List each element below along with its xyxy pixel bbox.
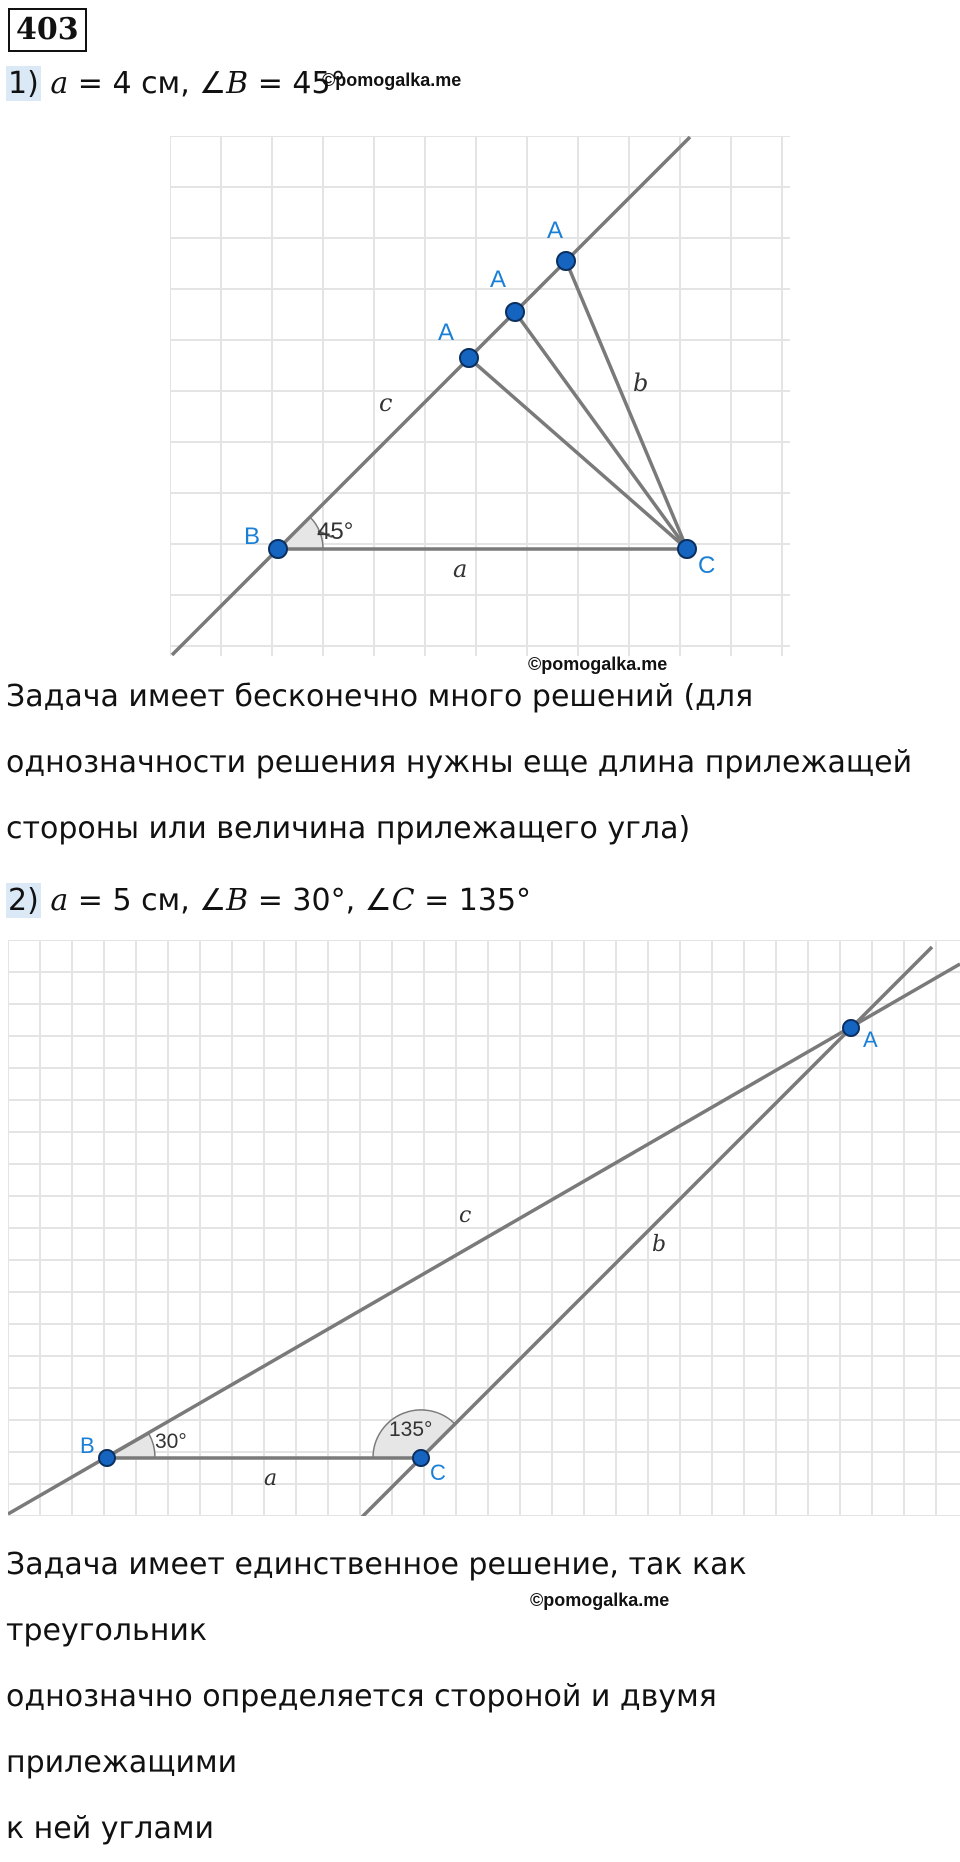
problem-number: 403 [8, 8, 87, 52]
label-side-b: b [652, 1232, 667, 1257]
part1-eq-B: = 45° [248, 66, 346, 101]
label-A2: A [490, 266, 507, 293]
angle-C-label: 135° [389, 1418, 433, 1441]
part2-var-B: B [226, 883, 249, 918]
text-line: однозначности решения нужны еще длина прилежащей [6, 745, 913, 780]
figure-2 [8, 940, 960, 1516]
ray-BA [8, 964, 960, 1514]
part2-var-a: a [50, 883, 69, 918]
part1-var-a: a [50, 66, 69, 101]
ray-BA [172, 137, 690, 655]
text-line: стороны или величина прилежащего угла) [6, 811, 691, 846]
watermark: ©pomogalka.me [322, 70, 462, 90]
figure-1 [170, 136, 790, 656]
watermark: ©pomogalka.me [530, 1590, 670, 1610]
label-side-c: c [459, 1203, 472, 1228]
label-side-a: a [453, 555, 468, 583]
point-B [269, 540, 287, 558]
grid [170, 136, 790, 656]
point-A2 [506, 303, 524, 321]
point-A3 [557, 252, 575, 270]
label-B: B [244, 523, 261, 550]
label-A3: A [547, 217, 564, 244]
angle-symbol: ∠ [199, 883, 227, 918]
part1-answer-text [6, 664, 956, 862]
text-line: Задача имеет бесконечно много решений (для [6, 679, 754, 714]
part2-eq-a: = 5 см, [68, 883, 200, 918]
part2-eq-B: = 30°, [248, 883, 365, 918]
point-C [413, 1450, 429, 1466]
point-A [843, 1020, 859, 1036]
point-A1 [460, 349, 478, 367]
text-line: Задача имеет единственное решение, так как треугольник [6, 1547, 747, 1648]
label-C: C [430, 1460, 446, 1485]
part1-var-B: B [226, 66, 249, 101]
angle-symbol: ∠ [199, 66, 227, 101]
part1-number: 1) [8, 66, 39, 101]
label-A1: A [438, 319, 455, 346]
part2-number: 2) [8, 883, 39, 918]
part2-condition [6, 881, 531, 921]
point-C [678, 540, 696, 558]
watermark: ©pomogalka.me [528, 654, 668, 674]
label-C: C [698, 552, 716, 579]
part2-answer-text [6, 1532, 956, 1862]
part2-var-C: C [391, 883, 415, 918]
text-line: однозначно определяется стороной и двумя прилежащими [6, 1679, 717, 1780]
label-side-b: b [633, 369, 649, 397]
label-side-a: a [264, 1466, 278, 1491]
part1-condition [6, 64, 346, 104]
part2-eq-C: = 135° [414, 883, 532, 918]
angle-symbol: ∠ [364, 883, 392, 918]
label-side-c: c [379, 389, 393, 417]
text-line: к ней углами [6, 1811, 214, 1846]
angle-B-label: 45° [317, 518, 354, 545]
angle-B-label: 30° [155, 1430, 187, 1453]
point-B [99, 1450, 115, 1466]
part1-eq-a: = 4 см, [68, 66, 200, 101]
label-A: A [863, 1027, 878, 1052]
label-B: B [80, 1433, 95, 1458]
